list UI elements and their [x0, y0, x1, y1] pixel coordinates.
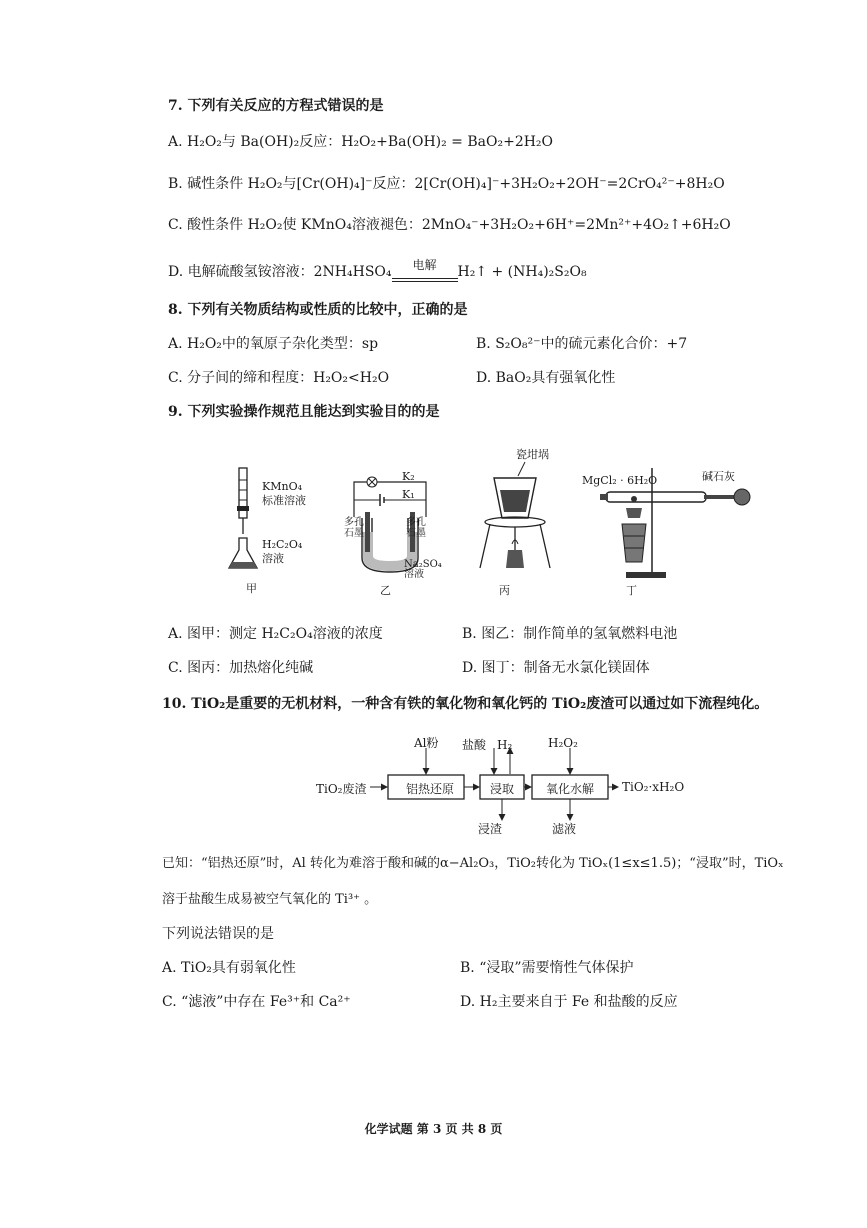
q7-stem: 7. 下列有关反应的方程式错误的是 [168, 98, 384, 114]
page-footer: 化学试题 第 3 页 共 8 页 [364, 1122, 503, 1136]
yi-left-2: 石墨 [344, 528, 364, 539]
jia-reagent: KMnO₄ [262, 480, 302, 493]
flow-input: TiO₂废渣 [316, 782, 367, 796]
q8-option-c: C. 分子间的缔和程度：H₂O₂<H₂O [168, 370, 390, 386]
jia-caption: 甲 [246, 582, 257, 595]
yi-right-2: 石墨 [406, 528, 426, 539]
tube-furnace-apparatus [596, 462, 756, 582]
q7-option-c: C. 酸性条件 H₂O₂使 KMnO₄溶液褪色：2MnO₄⁻+3H₂O₂+6H⁺=2Mn²⁺+4O₂↑+6H₂O [168, 217, 731, 233]
q7-d-prefix: D. 电解硫酸氢铵溶液：2NH₄HSO₄ [168, 264, 392, 280]
q10-option-c: C. “滤液”中存在 Fe³⁺和 Ca²⁺ [162, 994, 351, 1010]
yi-caption: 乙 [380, 584, 391, 597]
electrolysis-arrow [392, 258, 458, 282]
q9-option-b: B. 图乙：制作简单的氢氧燃料电池 [462, 626, 678, 642]
flow-al: Al粉 [414, 736, 439, 750]
q7-d-suffix: H₂↑ + (NH₄)₂S₂O₈ [457, 264, 587, 280]
q9-stem: 9. 下列实验操作规范且能达到实验目的的是 [168, 404, 440, 420]
q7-option-d [168, 258, 587, 282]
jia-flask-2: 溶液 [262, 552, 284, 565]
crucible-apparatus [470, 460, 560, 580]
q10-ask: 下列说法错误的是 [162, 926, 274, 942]
yi-solution-1: Na₂SO₄ [404, 559, 442, 570]
q10-stem: 10. TiO₂是重要的无机材料，一种含有铁的氧化物和氧化钙的 TiO₂废渣可以通过如下流程纯化。 [162, 696, 769, 712]
ding-label-1: MgCl₂ · 6H₂O [582, 474, 658, 487]
q8-option-b: B. S₂O₈²⁻中的硫元素化合价：+7 [476, 336, 688, 352]
yi-right-1: 多孔 [406, 517, 426, 528]
jia-flask: H₂C₂O₄ [262, 538, 303, 551]
q8-option-a: A. H₂O₂中的氧原子杂化类型：sp [168, 336, 379, 352]
flow-output: TiO₂·xH₂O [622, 780, 685, 794]
q10-option-b: B. “浸取”需要惰性气体保护 [460, 960, 634, 976]
q9-option-c: C. 图丙：加热熔化纯碱 [168, 660, 314, 676]
yi-solution-2: 溶液 [404, 569, 424, 580]
flow-h2o2: H₂O₂ [548, 736, 578, 750]
q9-option-a: A. 图甲：测定 H₂C₂O₄溶液的浓度 [168, 626, 383, 642]
ding-caption: 丁 [626, 584, 637, 597]
q9-option-d: D. 图丁：制备无水氯化镁固体 [462, 660, 650, 676]
q10-option-d: D. H₂主要来自于 Fe 和盐酸的反应 [460, 994, 678, 1010]
flow-step3: 氧化水解 [545, 782, 594, 796]
flow-hcl: 盐酸 [462, 738, 487, 752]
q10-option-a: A. TiO₂具有弱氧化性 [162, 960, 296, 976]
q10-known-1: 已知：“铝热还原”时，Al 转化为难溶于酸和碱的α−Al₂O₃，TiO₂转化为 TiOₓ(1≤x≤1.5)；“浸取”时，TiOₓ [162, 856, 784, 871]
jia-reagent-2: 标准溶液 [262, 494, 306, 507]
flow-h2: H₂ [497, 738, 513, 752]
flow-step2: 浸取 [489, 782, 514, 796]
bing-caption: 丙 [499, 584, 510, 597]
q7-option-a: A. H₂O₂与 Ba(OH)₂反应：H₂O₂+Ba(OH)₂ = BaO₂+2H₂O [168, 134, 554, 150]
q8-stem: 8. 下列有关物质结构或性质的比较中，正确的是 [168, 302, 468, 318]
ding-label-2: 碱石灰 [702, 470, 735, 483]
q8-option-d: D. BaO₂具有强氧化性 [476, 370, 616, 386]
electrolysis-condition: 电解 [412, 258, 437, 272]
flow-residue: 浸渣 [478, 822, 503, 836]
yi-left-1: 多孔 [344, 517, 364, 528]
q7-option-b: B. 碱性条件 H₂O₂与[Cr(OH)₄]⁻反应：2[Cr(OH)₄]⁻+3H₂O₂+2OH⁻=2CrO₄²⁻+8H₂O [168, 176, 725, 192]
flow-step1: 铝热还原 [405, 782, 454, 796]
yi-k2: K₂ [402, 470, 415, 483]
q10-known-2: 溶于盐酸生成易被空气氧化的 Ti³⁺ 。 [162, 892, 378, 907]
flow-filtrate: 滤液 [552, 822, 577, 836]
bing-label: 瓷坩埚 [516, 448, 549, 461]
yi-k1: K₁ [402, 488, 415, 501]
